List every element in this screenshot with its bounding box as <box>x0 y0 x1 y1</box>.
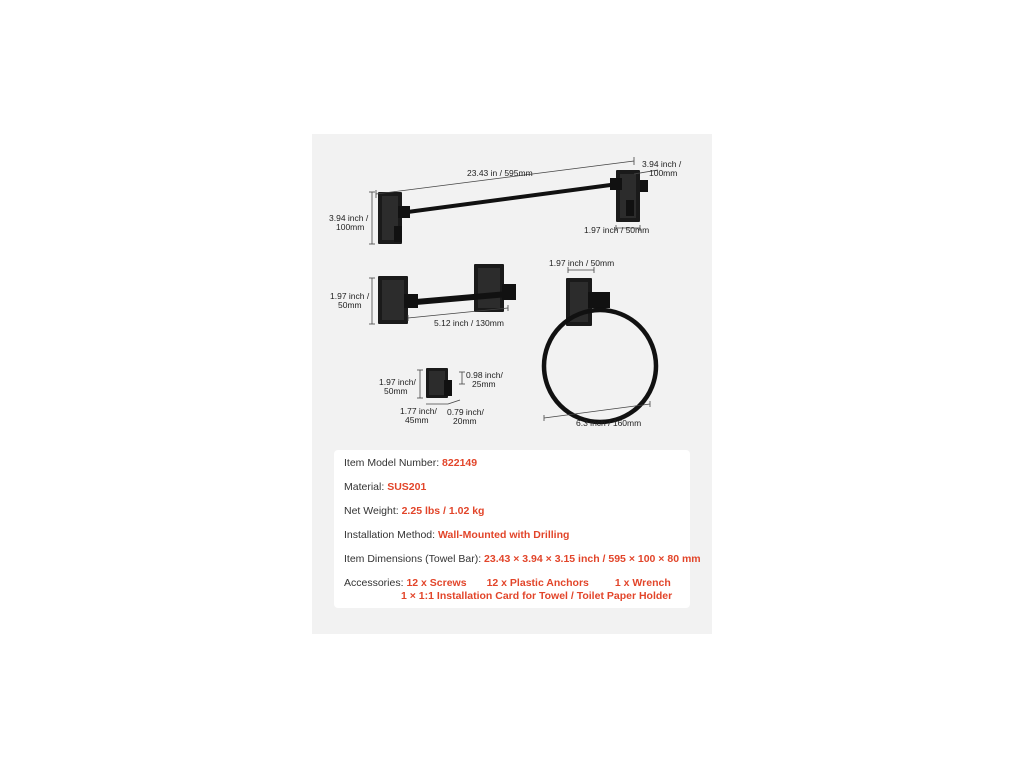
spec-material <box>344 481 426 493</box>
hook-height-label-bottom: 50mm <box>384 386 408 396</box>
tp-height-label-top: 1.97 inch / <box>330 291 370 301</box>
spec-material-label: Material: <box>344 481 388 493</box>
ring-base-label: 1.97 inch / 50mm <box>549 258 615 268</box>
spec-install-label: Installation Method: <box>344 529 438 541</box>
hook-proj-label-top: 0.98 inch/ <box>466 370 503 380</box>
towel-bar-height-label-top: 3.94 inch / <box>329 213 369 223</box>
hook-width-label-bottom: 45mm <box>405 415 429 425</box>
spec-install <box>344 529 569 541</box>
spec-model <box>344 457 477 469</box>
spec-weight-label: Net Weight: <box>344 505 402 517</box>
toilet-paper-holder <box>378 264 516 324</box>
spec-acc-item-4: 1 × 1:1 Installation Card for Towel / Toilet Paper Holder <box>401 590 673 602</box>
spec-weight-value: 2.25 lbs / 1.02 kg <box>401 505 485 517</box>
spec-material-value: SUS201 <box>387 481 427 493</box>
towel-bar-proj-label-top: 3.94 inch / <box>642 159 682 169</box>
tp-length-label: 5.12 inch / 130mm <box>434 318 504 328</box>
hook-depth-label-top: 0.79 inch/ <box>447 407 484 417</box>
hook-width-label-top: 1.77 inch/ <box>400 406 437 416</box>
spec-acc-item-3: 1 x Wrench <box>614 577 671 589</box>
spec-weight <box>344 505 484 517</box>
hook-height-label-top: 1.97 inch/ <box>379 377 416 387</box>
hook-depth-label-bottom: 20mm <box>453 416 477 426</box>
specifications-panel <box>334 450 701 608</box>
product-card <box>312 134 712 634</box>
hook-proj-label-bottom: 25mm <box>472 379 496 389</box>
robe-hook <box>426 368 452 398</box>
towel-bar-proj-label-bottom: 100mm <box>649 168 678 178</box>
spec-accessories <box>344 577 671 589</box>
spec-model-label: Item Model Number: <box>344 457 443 469</box>
spec-dimensions <box>344 553 701 565</box>
spec-install-value: Wall-Mounted with Drilling <box>437 529 570 541</box>
spec-model-value: 822149 <box>442 457 478 469</box>
dimension-diagram <box>312 134 712 454</box>
spec-accessories-line2 <box>401 590 672 602</box>
spec-dims-value: 23.43 × 3.94 × 3.15 inch / 595 × 100 × 80 mm <box>484 553 701 565</box>
spec-acc-item-2: 12 x Plastic Anchors <box>486 577 589 589</box>
ring-diameter-label: 6.3 inch / 160mm <box>576 418 642 428</box>
spec-acc-item-1: 12 x Screws <box>406 577 467 589</box>
ring-dim-lines <box>544 267 650 421</box>
tp-height-label-bottom: 50mm <box>338 300 362 310</box>
towel-ring <box>544 278 656 422</box>
spec-dims-label: Item Dimensions (Towel Bar): <box>344 553 485 565</box>
towel-bar-height-label-bottom: 100mm <box>336 222 365 232</box>
spec-acc-label: Accessories: <box>344 577 407 589</box>
towel-bar-length-label: 23.43 in / 595mm <box>467 168 533 178</box>
towel-bar-base-label: 1.97 inch / 50mm <box>584 225 650 235</box>
